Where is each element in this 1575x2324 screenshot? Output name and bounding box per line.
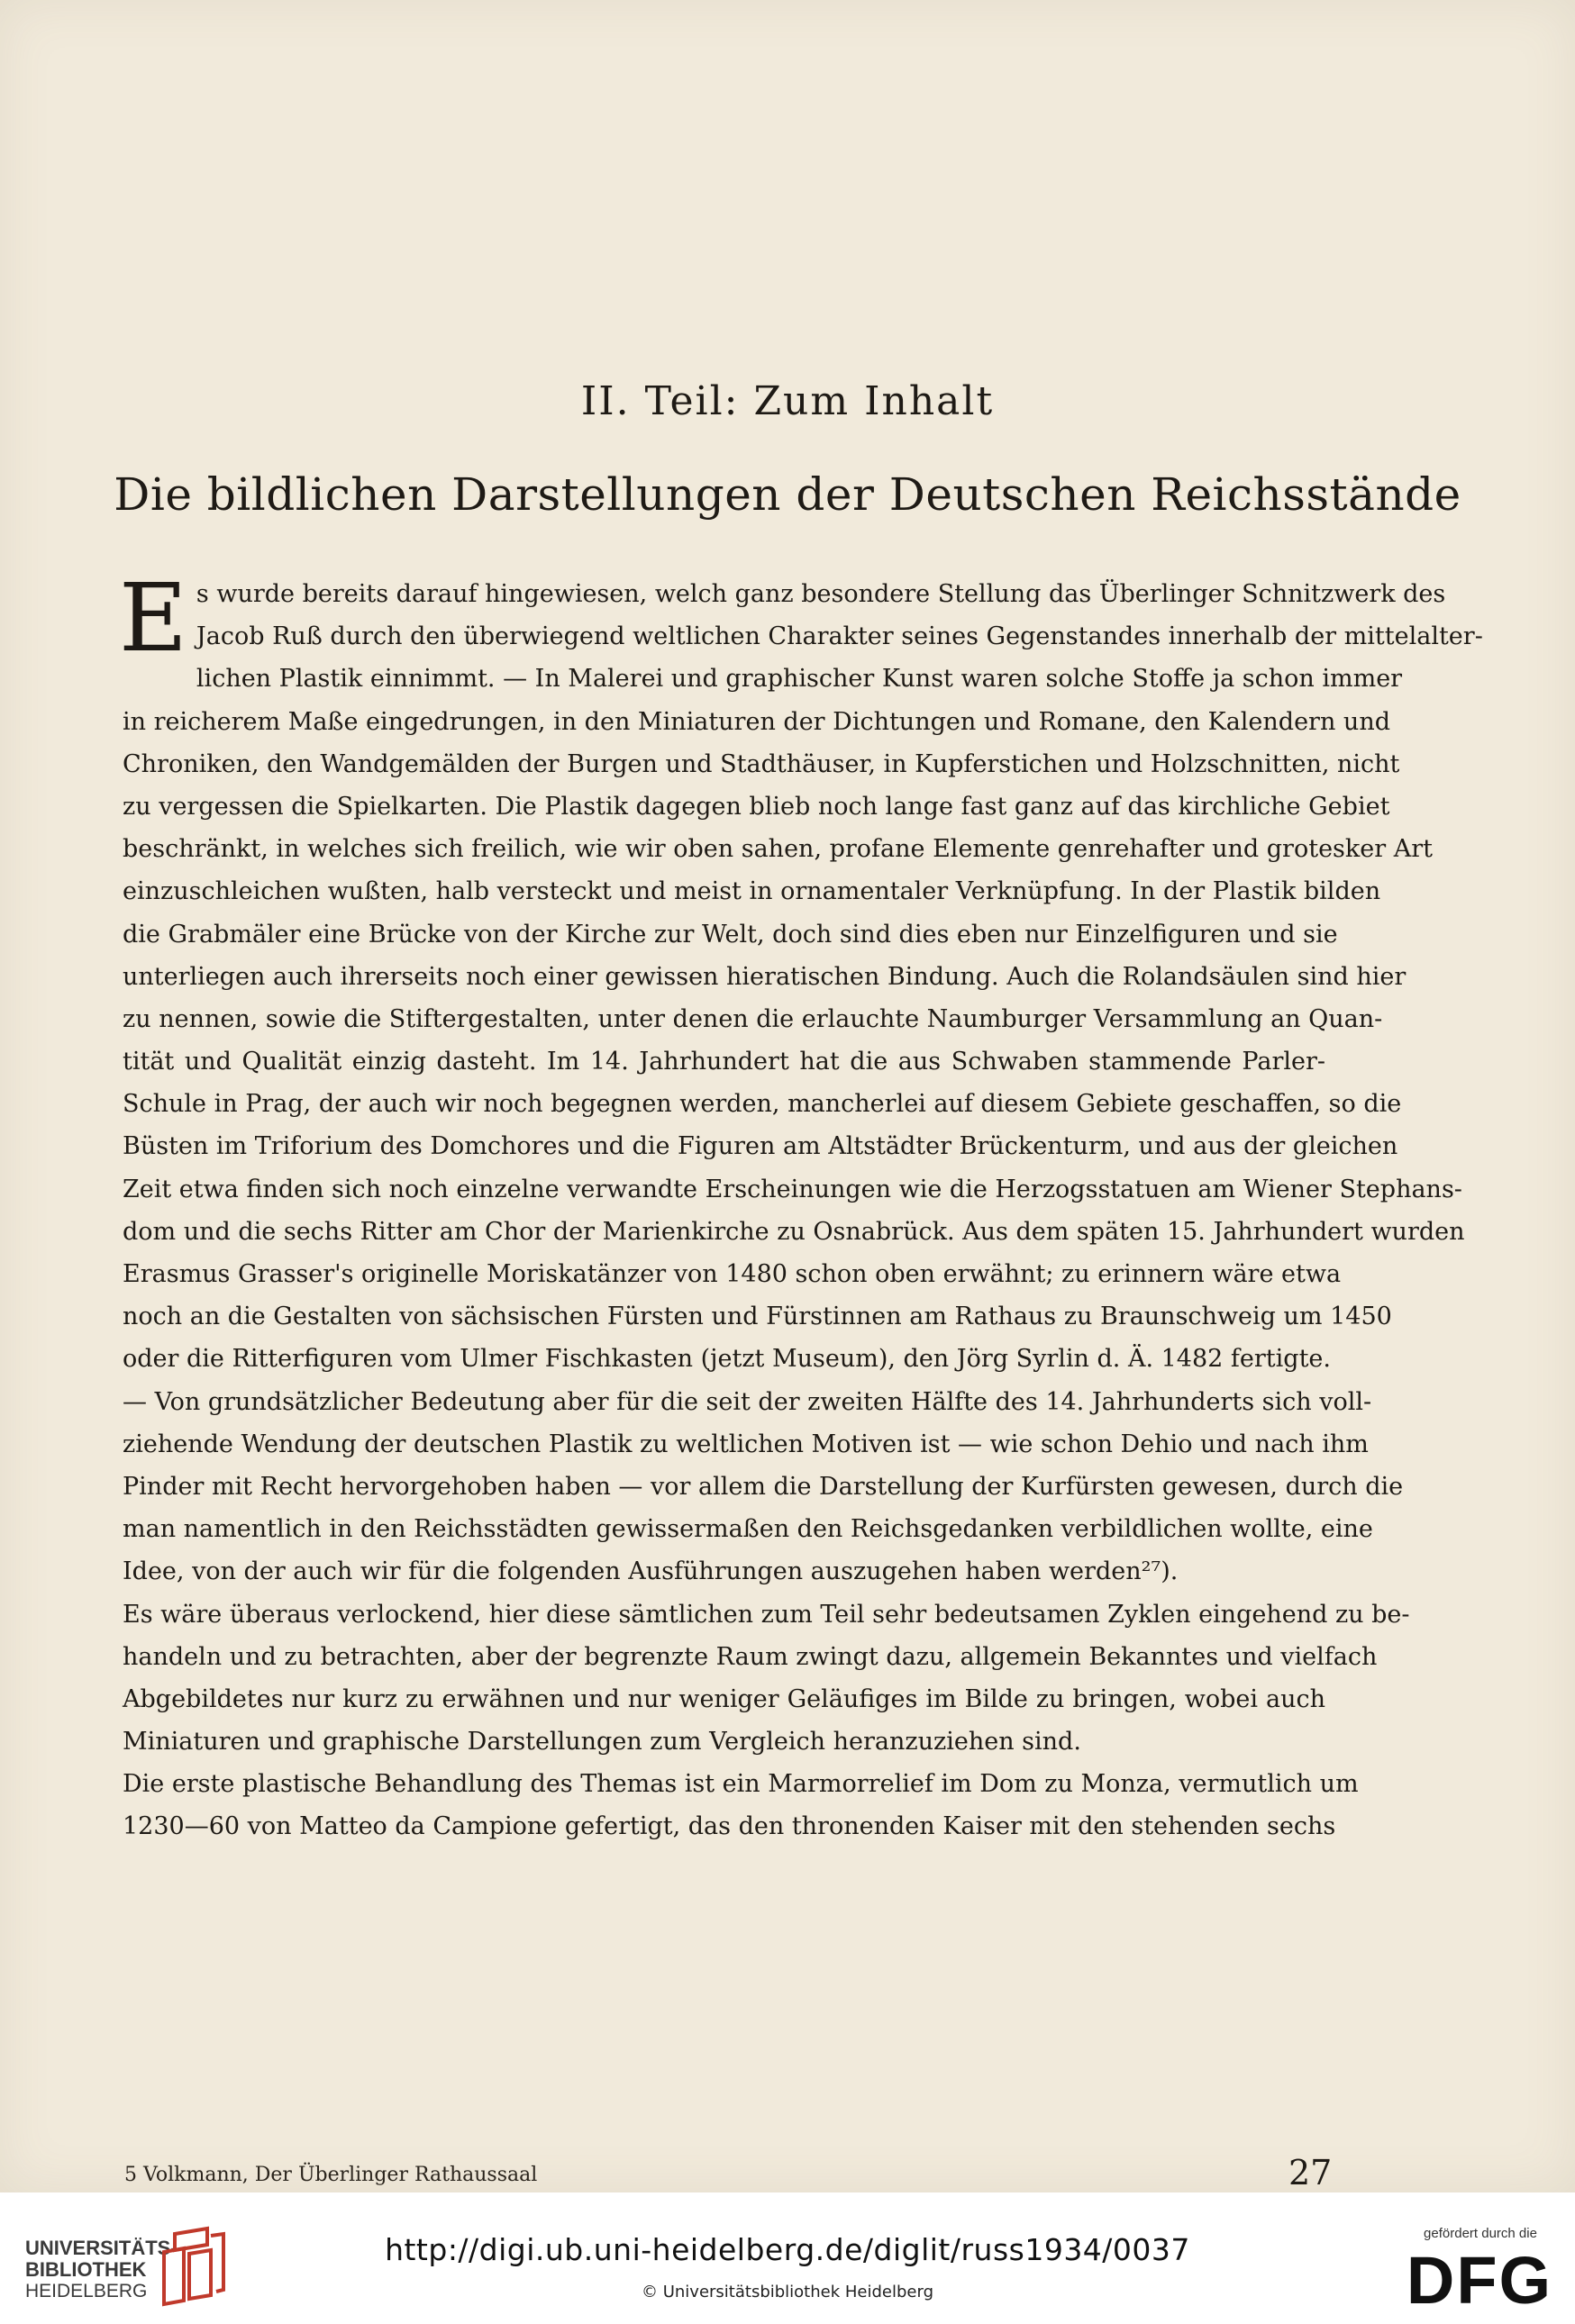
text-line: zu vergessen die Spielkarten. Die Plastik dagegen blieb noch lange fast ganz auf das kirchliche Gebiet (123, 792, 1390, 821)
funding-note: gefördert durch die (1424, 2226, 1537, 2241)
text-line: Es wäre überaus verlockend, hier diese sämtlichen zum Teil sehr bedeutsamen Zyklen eingehend zu be- (123, 1600, 1410, 1629)
text-line: Jacob Ruß durch den überwiegend weltlichen Charakter seines Gegenstandes innerhalb der mittelalter- (196, 622, 1483, 651)
text-line: noch an die Gestalten von sächsischen Fürsten und Fürstinnen am Rathaus zu Braunschweig um 1450 (123, 1303, 1392, 1331)
text-line: Chroniken, den Wandgemälden der Burgen und Stadthäuser, in Kupferstichen und Holzschnitten, nicht (123, 749, 1400, 778)
logo-line-1: UNIVERSITÄTS- (25, 2237, 178, 2259)
copyright-note: © Universitätsbibliothek Heidelberg (641, 2283, 933, 2301)
text-line: 1230—60 von Matteo da Campione gefertigt, das den thronenden Kaiser mit den stehenden sechs (123, 1812, 1336, 1841)
text-line: beschränkt, in welches sich freilich, wie wir oben sahen, profane Elemente genrehafter und grotesker Art (123, 835, 1433, 864)
text-line: Zeit etwa finden sich noch einzelne verwandte Erscheinungen wie die Herzogsstatuen am Wiener Stephans- (123, 1175, 1462, 1203)
logo-line-2: BIBLIOTHEK (25, 2258, 147, 2281)
text-line: unterliegen auch ihrerseits noch einer gewissen hieratischen Bindung. Auch die Rolandsäulen sind hier (123, 962, 1407, 991)
text-line: Schule in Prag, der auch wir noch begegnen werden, mancherlei auf diesem Gebiete geschaffen, so die (123, 1090, 1402, 1119)
text-line: Abgebildetes nur kurz zu erwähnen und nur weniger Geläufiges im Bilde zu bringen, wobei auch (123, 1684, 1325, 1713)
text-line: in reicherem Maße eingedrungen, in den Miniaturen der Dichtungen und Romane, den Kalendern und (123, 707, 1390, 736)
text-line: handeln und zu betrachten, aber der begrenzte Raum zwingt dazu, allgemein Bekanntes und vielfach (123, 1642, 1378, 1671)
text-line: Pinder mit Recht hervorgehoben haben — vor allem die Darstellung der Kurfürsten gewesen, durch die (123, 1472, 1404, 1501)
text-line: Miniaturen und graphische Darstellungen zum Vergleich heranzuziehen sind. (123, 1728, 1081, 1757)
logo-line-3: HEIDELBERG (25, 2281, 148, 2301)
section-title: Die bildlichen Darstellungen der Deutschen Reichsstände (114, 468, 1461, 521)
text-line: lichen Plastik einnimmt. — In Malerei und graphischer Kunst waren solche Stoffe ja schon immer (196, 665, 1403, 694)
text-line: ziehende Wendung der deutschen Plastik zu weltlichen Motiven ist — wie schon Dehio und nach ihm (123, 1430, 1369, 1458)
text-line: s wurde bereits darauf hingewiesen, welch ganz besondere Stellung das Überlinger Schnitzwerk des (196, 580, 1446, 608)
page-number: 27 (1288, 2153, 1333, 2192)
body-text (119, 563, 1483, 1848)
permalink-url[interactable]: http://digi.ub.uni-heidelberg.de/diglit/russ1934/0037 (385, 2232, 1190, 2267)
text-line: dom und die sechs Ritter am Chor der Marienkirche zu Osnabrück. Aus dem späten 15. Jahrhundert wurden (123, 1217, 1465, 1246)
text-line: Erasmus Grasser's originelle Moriskatänzer von 1480 schon oben erwähnt; zu erinnern wäre etwa (123, 1260, 1342, 1288)
dfg-logo[interactable]: DFG (1406, 2243, 1553, 2318)
text-line: — Von grundsätzlicher Bedeutung aber für die seit der zweiten Hälfte des 14. Jahrhunderts sich voll- (123, 1387, 1372, 1416)
text-line: oder die Ritterfiguren vom Ulmer Fischkasten (jetzt Museum), den Jörg Syrlin d. Ä. 1482 fertigte. (123, 1345, 1331, 1374)
part-title: II. Teil: Zum Inhalt (580, 378, 995, 424)
text-line: tität und Qualität einzig dasteht. Im 14. Jahrhundert hat die aus Schwaben stammende Parler- (123, 1048, 1325, 1076)
text-line: die Grabmäler eine Brücke von der Kirche zur Welt, doch sind dies eben nur Einzelfiguren und sie (123, 920, 1338, 949)
text-line: zu nennen, sowie die Stiftergestalten, unter denen die erlauchte Naumburger Versammlung an Quan- (123, 1004, 1383, 1033)
text-line: einzuschleichen wußten, halb versteckt und meist in ornamentaler Verknüpfung. In der Plastik bilden (123, 877, 1381, 906)
text-line: man namentlich in den Reichsstädten gewissermaßen den Reichsgedanken verbildlichen wollte, eine (123, 1515, 1373, 1544)
signature-line: 5 Volkmann, Der Überlinger Rathaussaal (124, 2164, 538, 2186)
text-line: Die erste plastische Behandlung des Themas ist ein Marmorrelief im Dom zu Monza, vermutlich um (123, 1770, 1359, 1799)
text-line: Idee, von der auch wir für die folgenden Ausführungen auszugehen haben werden²⁷). (123, 1557, 1179, 1586)
drop-cap: E (119, 563, 187, 673)
text-line: Büsten im Triforium des Domchores und die Figuren am Altstädter Brückenturm, und aus der gleichen (123, 1132, 1398, 1161)
